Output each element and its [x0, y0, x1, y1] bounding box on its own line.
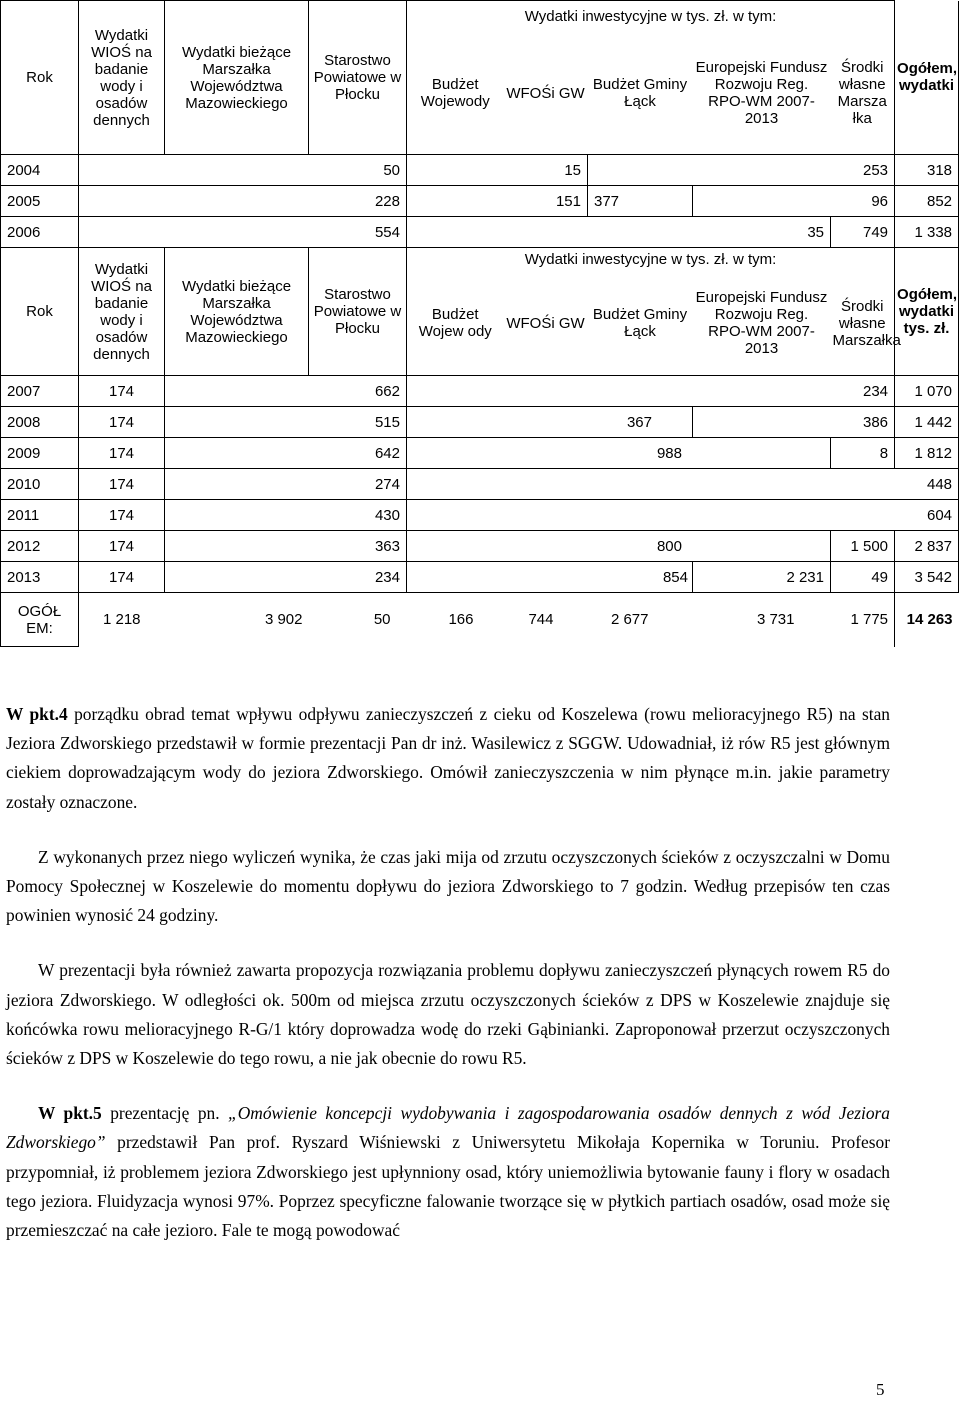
table-row	[1, 469, 959, 500]
sum-efrr: 3 731	[756, 611, 795, 629]
sum-starostwo: 50	[373, 611, 391, 629]
pkt5-label: W pkt.5	[38, 1103, 102, 1124]
cell-wios: 174	[79, 469, 165, 500]
sum-marszalka: 3 902	[264, 611, 303, 629]
totals-row	[1, 593, 959, 647]
header-srodki: Środki własne Marsza łka	[831, 33, 895, 155]
cell-year: 2011	[1, 500, 79, 531]
header-inwestycyjne: Wydatki inwestycyjne w tys. zł. w tym:	[407, 1, 895, 33]
totals-label: OGÓŁ EM:	[1, 593, 79, 647]
cell-wios: 174	[79, 438, 165, 469]
pkt4-label: W pkt.4	[6, 704, 68, 724]
cell-year: 2012	[1, 531, 79, 562]
table-row	[1, 155, 959, 186]
cell-marszalka: 430	[165, 500, 407, 531]
cell-efrr: 2 231	[693, 562, 831, 593]
cell-srodki: 49	[831, 562, 895, 593]
presentation-title: „Omówienie koncepcji wydobywania i zagospodarowania osadów dennych z wód Jeziora Zdworskiego”	[6, 1103, 890, 1153]
cell-srodki: 234	[407, 376, 895, 407]
cell-total: 852	[895, 186, 959, 217]
table2-header-row-1	[1, 248, 959, 272]
cell-gminy: 988	[407, 438, 831, 469]
sum-gminy: 2 677	[610, 611, 649, 629]
table-row	[1, 186, 959, 217]
cell-year: 2010	[1, 469, 79, 500]
cell-wios: 174	[79, 376, 165, 407]
header-rok: Rok	[1, 1, 79, 155]
cell-year: 2013	[1, 562, 79, 593]
cell-year: 2007	[1, 376, 79, 407]
header-wojewody: Budżet Wojewody	[420, 76, 490, 111]
cell-total: 448	[407, 469, 959, 500]
cell-wios: 174	[79, 407, 165, 438]
paragraph-pkt4	[6, 700, 890, 817]
cell-srodki: 386	[693, 407, 895, 438]
cell-gminy: 35	[407, 217, 831, 248]
cell-total: 1 442	[895, 407, 959, 438]
cell-marszalka: 642	[165, 438, 407, 469]
header-rok: Rok	[1, 248, 79, 376]
cell-marszalka: 363	[165, 531, 407, 562]
pkt4-text: porządku obrad temat wpływu odpływu zanieczyszczeń z cieku od Koszelewa (rowu melioracyjnego R5) na stan Jeziora Zdworskiego przedstawił w formie prezentacji Pan dr inż. Wasilewicz z SGGW. Udowadniał, iż rów R5 jest głównym ciekiem doprowadzającym wody do jeziora Zdworskiego. Omówił zanieczyszczenia w nim płynące m.in. jakie parametry zostały oznaczone.	[6, 704, 890, 812]
cell-wios: 174	[79, 531, 165, 562]
cell-total: 3 542	[895, 562, 959, 593]
expenditure-table	[0, 0, 959, 647]
cell-srodki: 96	[693, 186, 895, 217]
cell-gminy: 800	[407, 531, 831, 562]
header-ogolem-text: Ogółem, wydatki	[897, 60, 958, 95]
cell-marszalka: 274	[165, 469, 407, 500]
table-row	[1, 407, 959, 438]
cell-year: 2004	[1, 155, 79, 186]
header-wios: Wydatki WIOŚ na badanie wody i osadów dennych	[79, 248, 165, 376]
cell-year: 2009	[1, 438, 79, 469]
sum-wojewody: 166	[448, 611, 474, 629]
cell-year: 2008	[1, 407, 79, 438]
header-starostwo: Starostwo Powiatowe w Płocku	[309, 1, 407, 155]
cell-total: 604	[407, 500, 959, 531]
cell-marszalka: 662	[165, 376, 407, 407]
cell-total: 318	[895, 155, 959, 186]
cell-total: 1 070	[895, 376, 959, 407]
header-marszalka: Wydatki bieżące Marszałka Województwa Mazowieckiego	[165, 1, 309, 155]
header-marszalka: Wydatki bieżące Marszałka Województwa Mazowieckiego	[165, 248, 309, 376]
cell-wios: 174	[79, 500, 165, 531]
cell-wojewody: 151	[407, 186, 588, 217]
cell-total: 2 837	[895, 531, 959, 562]
document-body	[6, 700, 890, 1271]
cell-marszalka: 515	[165, 407, 407, 438]
table-row	[1, 500, 959, 531]
cell-marszalka: 234	[165, 562, 407, 593]
cell-srodki: 8	[831, 438, 895, 469]
header-inwestycyjne: Wydatki inwestycyjne w tys. zł. w tym:	[407, 248, 895, 272]
header-gminy: Budżet Gminy Łąck	[592, 76, 688, 111]
sum-total: 14 263	[906, 611, 953, 629]
cell-year: 2006	[1, 217, 79, 248]
header-efrr: Europejski Fundusz Rozwoju Reg. RPO-WM 2007-2013	[695, 289, 828, 358]
cell-gminy: 854	[407, 562, 693, 593]
header-wios: Wydatki WIOŚ na badanie wody i osadów dennych	[79, 1, 165, 155]
cell-wfosi: 377	[588, 186, 693, 217]
header-srodki: Środki własne Marszałka	[831, 272, 895, 376]
cell-efrr: 1 500	[831, 531, 895, 562]
pkt5-lead: prezentację pn.	[101, 1103, 229, 1124]
cell-marszalka: 228	[79, 186, 407, 217]
sum-srodki: 1 775	[831, 593, 895, 647]
cell-total: 1 338	[895, 217, 959, 248]
header-ogolem	[895, 248, 959, 376]
cell-year: 2005	[1, 186, 79, 217]
sum-wios: 1 218	[102, 611, 141, 629]
header-wojewody: Budżet Wojew ody	[418, 306, 492, 341]
header-gminy: Budżet Gminy Łąck	[592, 306, 688, 341]
header-efrr: Europejski Fundusz Rozwoju Reg. RPO-WM 2007-2013	[695, 59, 828, 128]
table1-header-row-1	[1, 1, 959, 33]
header-ogolem	[895, 1, 959, 155]
header-ogolem-text: Ogółem, wydatki tys. zł.	[897, 286, 958, 337]
cell-marszalka: 554	[79, 217, 407, 248]
cell-srodki: 749	[831, 217, 895, 248]
cell-srodki: 253	[588, 155, 895, 186]
page-number: 5	[876, 1380, 885, 1399]
paragraph-calculation: Z wykonanych przez niego wyliczeń wynika, że czas jaki mija od zrzutu oczyszczonych ścieków z oczyszczalni w Domu Pomocy Społecznej w Koszelewie do momentu dopływu do jeziora Zdworskiego to 7 godzin. Według przepisów ten czas powinien wynosić 24 godziny.	[6, 846, 890, 926]
cell-wfosi: 367	[407, 407, 693, 438]
cell-starostwo: 50	[79, 155, 407, 186]
paragraph-proposal: W prezentacji była również zawarta propozycja rozwiązania problemu dopływu zanieczyszczeń płynących rowem R5 do jeziora Zdworskiego. W odległości ok. 500m od miejsca zrzutu oczyszczonych ścieków z DPS w Koszelewie znajduje się końcówka rowu melioracyjnego R-G/1 który doprowadza wodę do rzeki Gąbinianki. Zaproponował przerzut oczyszczonych ścieków z DPS w Koszelewie do tego rowu, a nie jak obecnie do rowu R5.	[6, 960, 890, 1069]
cell-wojewody: 15	[407, 155, 588, 186]
table-row	[1, 376, 959, 407]
header-wfosi: WFOŚi GW	[506, 314, 585, 332]
table-row	[1, 438, 959, 469]
pkt5-text: przedstawił Pan prof. Ryszard Wiśniewski z Uniwersytetu Mikołaja Kopernika w Toruniu. Profesor przypomniał, iż problemem jeziora Zdworskiego jest upłynniony osad, który uniemożliwia bytowanie fauny i flory w osadach tego jeziora. Fluidyzacja wynosi 97%. Poprzez specyficzne falowanie tworzące się w płytkich partiach osadów, osad może się przemieszczać na całe jezioro. Fale te mogą powodować	[6, 1132, 890, 1241]
paragraph-pkt5	[6, 1099, 890, 1245]
header-starostwo: Starostwo Powiatowe w Płocku	[309, 248, 407, 376]
table-row	[1, 217, 959, 248]
header-wfosi: WFOŚi GW	[506, 84, 585, 102]
sum-wfosi: 744	[528, 611, 554, 629]
cell-wios: 174	[79, 562, 165, 593]
table-row	[1, 531, 959, 562]
table-row	[1, 562, 959, 593]
cell-total: 1 812	[895, 438, 959, 469]
